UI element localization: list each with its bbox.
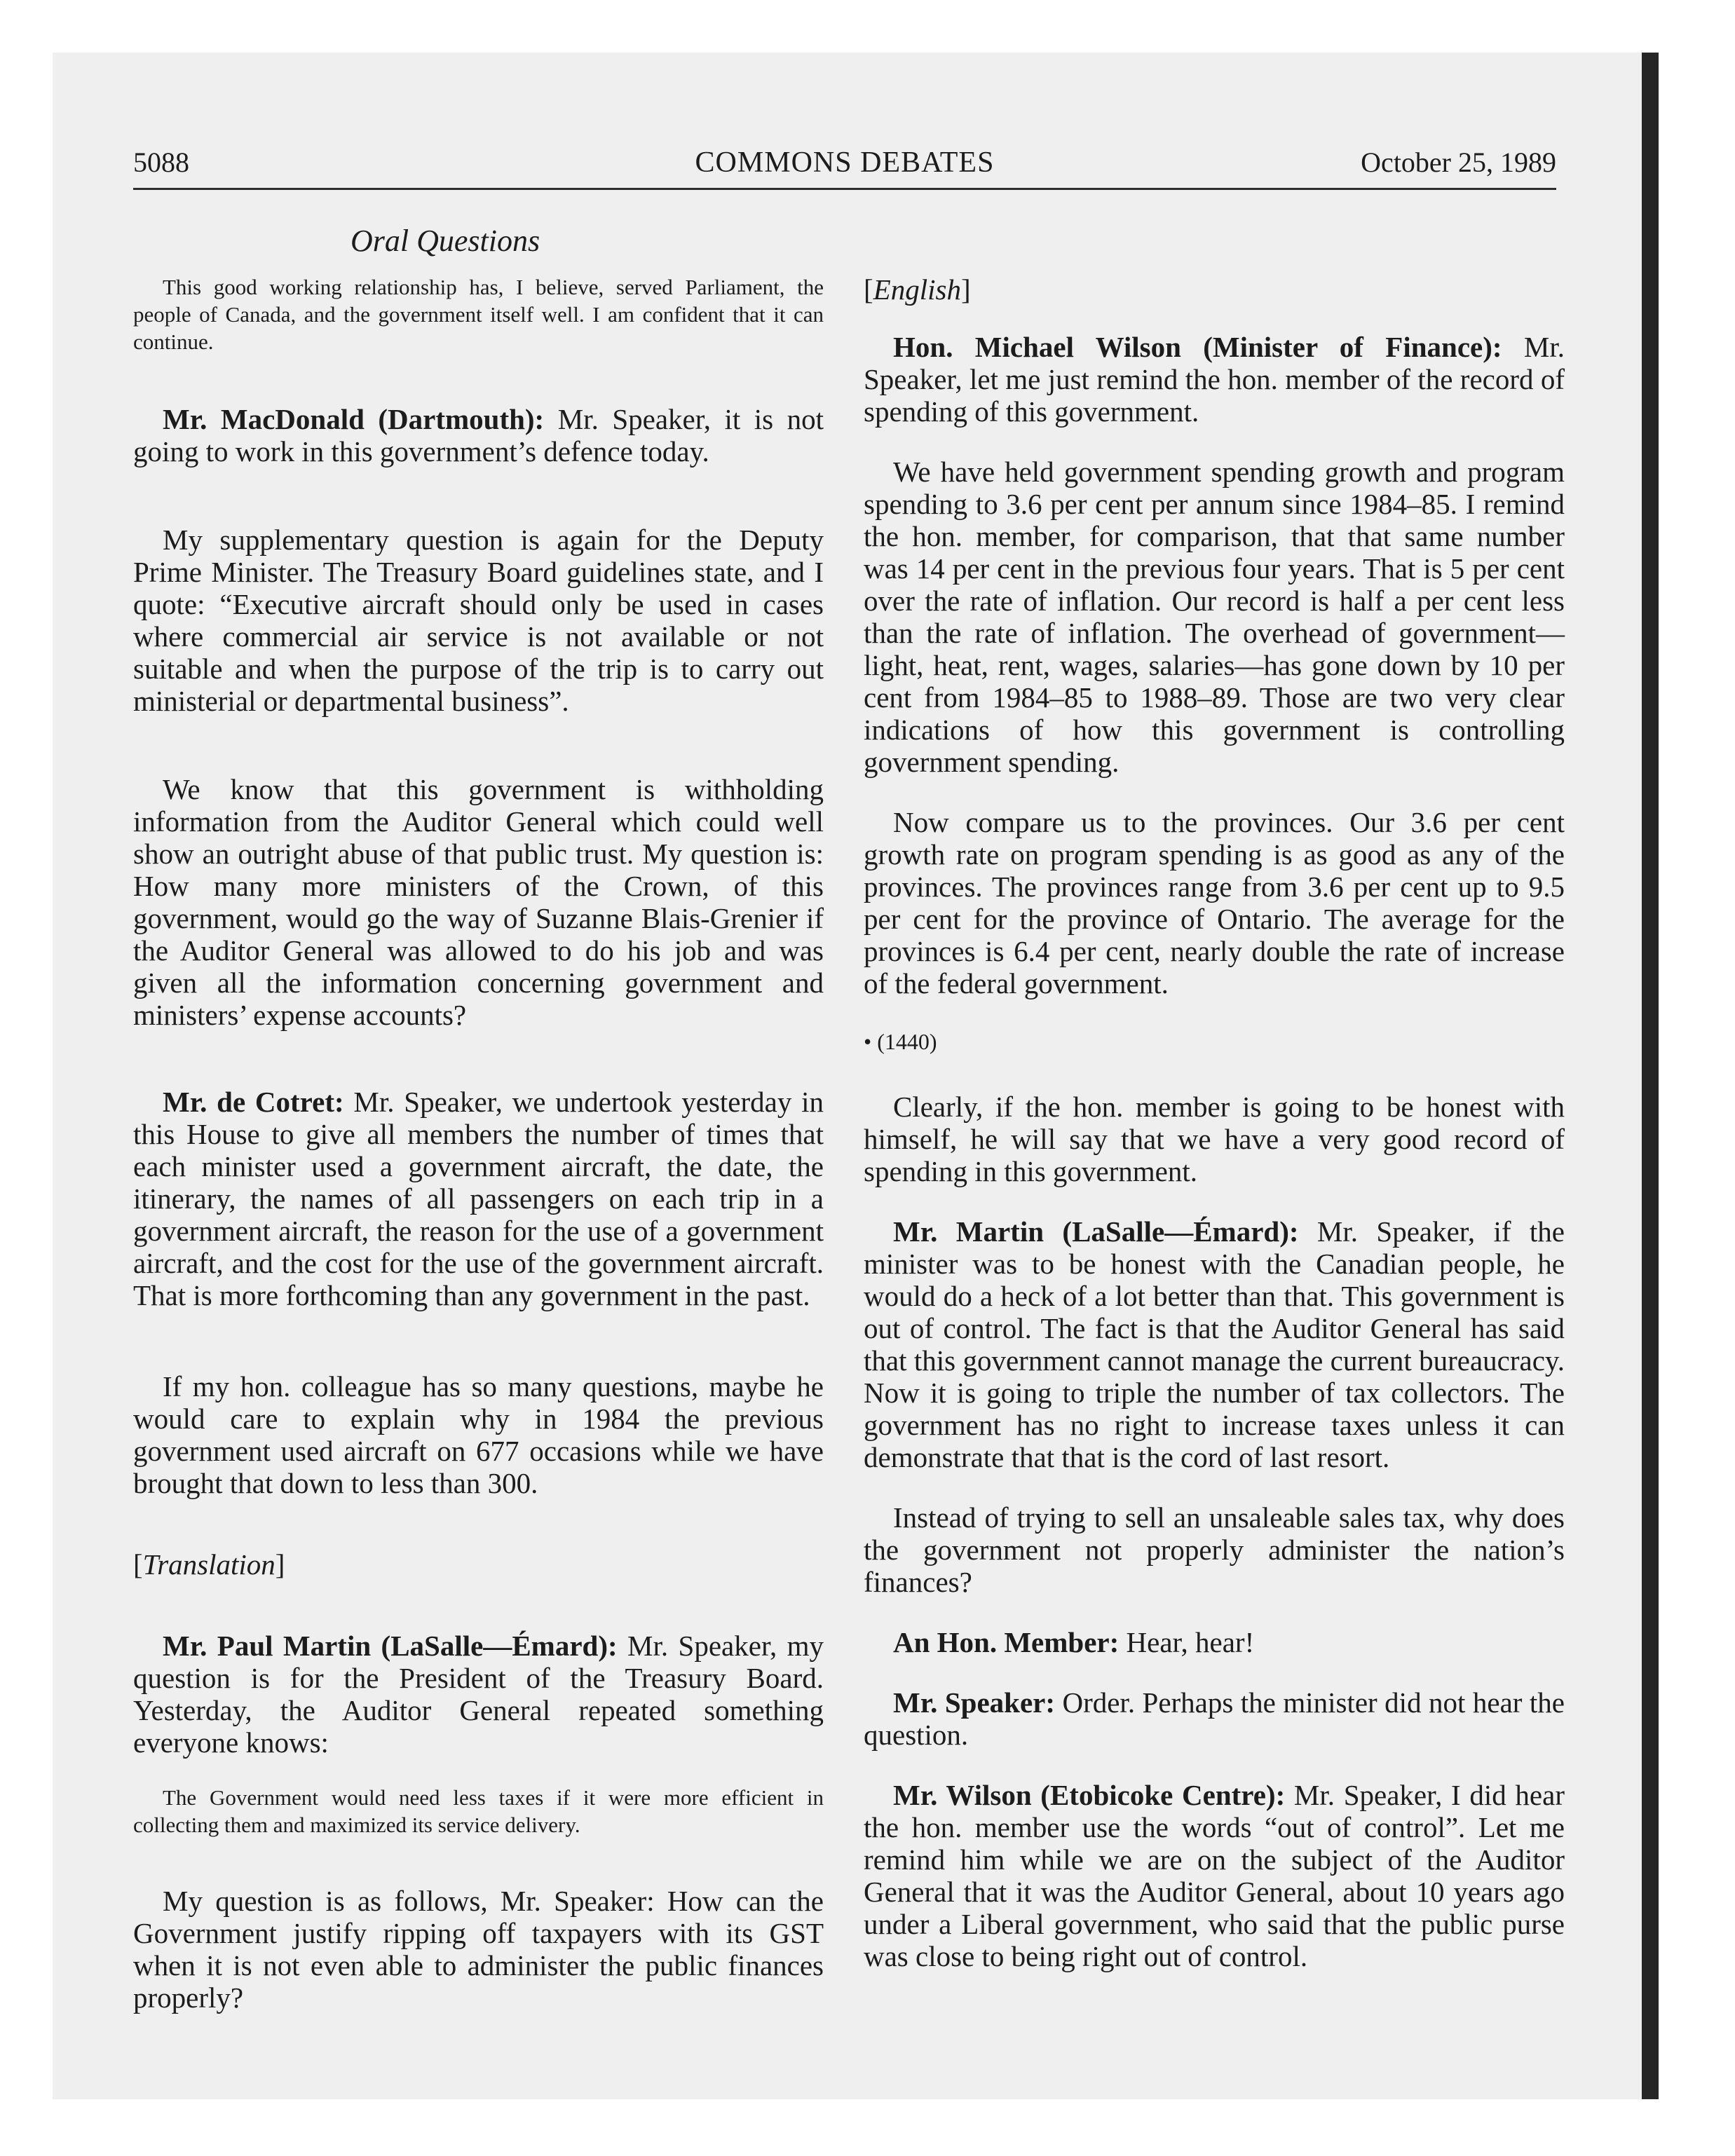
header-date: October 25, 1989 — [1361, 146, 1556, 178]
speech-paragraph — [864, 1215, 1565, 1473]
right-column — [864, 273, 1565, 1972]
time-marker: • (1440) — [864, 1029, 937, 1054]
language-marker: [English] — [864, 273, 971, 306]
quoted-passage: This good working relationship has, I believe, served Parliament, the people of Canada, and the government itself well. I am confident that it can continue. — [133, 275, 824, 354]
speaker-name: Mr. Paul Martin (LaSalle—Émard): — [163, 1630, 618, 1662]
language-marker: [Translation] — [133, 1548, 285, 1581]
speech-text: Mr. Speaker, I did hear the hon. member use the words “out of control”. Let me remind him while we are on the subject of the Auditor General that it was the Auditor General, about 10 years ago under a Liberal government, who said that the public purse was close to being right out of control. — [864, 1779, 1565, 1972]
speech-text: Mr. Speaker, it is not going to work in this government’s defence today. — [133, 403, 824, 468]
paragraph: My supplementary question is again for the Deputy Prime Minister. The Treasury Board guidelines state, and I quote: “Executive aircraft should only be used in cases where commercial air service is not available or not suitable and when the purpose of the trip is to carry out ministerial or departmental business”. — [133, 524, 824, 717]
paragraph: If my hon. colleague has so many questions, maybe he would care to explain why in 1984 the previous government used aircraft on 677 occasions while we have brought that down to less than 300. — [133, 1370, 824, 1499]
paragraph: We know that this government is withholding information from the Auditor General which could well show an outright abuse of that public trust. My question is: How many more ministers of the Crown, of this government, would go the way of Suzanne Blais-Grenier if the Auditor General was allowed to do his job and was given all the information concerning government and ministers’ expense accounts? — [133, 773, 824, 1031]
running-title: COMMONS DEBATES — [695, 146, 995, 179]
speaker-name: Mr. MacDonald (Dartmouth): — [163, 403, 545, 435]
page-header — [133, 146, 1556, 189]
speaker-name: An Hon. Member: — [893, 1626, 1120, 1658]
paragraph: Now compare us to the provinces. Our 3.6 per cent growth rate on program spending is as good as any of the provinces. The provinces range from 3.6 per cent up to 9.5 per cent for the province of Ontario. The average for the provinces is 6.4 per cent, nearly double the rate of increase of the federal government. — [864, 806, 1565, 999]
speech-text: Hear, hear! — [1119, 1626, 1255, 1658]
speech-text: Mr. Speaker, if the minister was to be honest with the Canadian people, he would do a heck of a lot better than that. This government is out of control. The fact is that the Auditor General has said that this government cannot manage the current bureaucracy. Now it is going to triple the number of tax collectors. The government has no right to increase taxes unless it can demonstrate that that is the cord of last resort. — [864, 1215, 1565, 1473]
page-number: 5088 — [133, 146, 189, 178]
speaker-name: Mr. Speaker: — [893, 1686, 1055, 1719]
speech-paragraph — [864, 1779, 1565, 1972]
speaker-name: Hon. Michael Wilson (Minister of Finance): — [893, 331, 1502, 363]
paragraph: Clearly, if the hon. member is going to be honest with himself, he will say that we have a very good record of spending in this government. — [864, 1091, 1565, 1187]
speech-text: Mr. Speaker, my question is for the President of the Treasury Board. Yesterday, the Auditor General repeated something everyone knows: — [133, 1630, 824, 1759]
quoted-passage: The Government would need less taxes if it were more efficient in collecting them and maximized its service delivery. — [133, 1785, 824, 1837]
header-rule — [133, 188, 1556, 190]
speaker-name: Mr. de Cotret: — [163, 1086, 344, 1118]
paragraph: My question is as follows, Mr. Speaker: How can the Government justify ripping off taxpayers with its GST when it is not even able to administer the public finances properly? — [133, 1885, 824, 2014]
speech-text: Mr. Speaker, let me just remind the hon. member of the record of spending of this government. — [864, 331, 1565, 428]
speech-paragraph — [133, 403, 824, 468]
speech-text: Order. Perhaps the minister did not hear the question. — [864, 1686, 1565, 1751]
speech-paragraph — [864, 1626, 1565, 1658]
speech-text: Mr. Speaker, we undertook yesterday in this House to give all members the number of times that each minister used a government aircraft, the date, the itinerary, the names of all passengers on each trip in a government aircraft, the reason for the use of a government aircraft, and the cost for the use of the government aircraft. That is more forthcoming than any government in the past. — [133, 1086, 824, 1311]
paragraph: Instead of trying to sell an unsaleable sales tax, why does the government not properly administer the nation’s finances? — [864, 1501, 1565, 1598]
language-marker-text: English — [873, 273, 961, 306]
speaker-name: Mr. Martin (LaSalle—Émard): — [893, 1215, 1299, 1248]
page-binding-edge — [1642, 53, 1659, 2099]
left-column — [133, 273, 824, 2014]
speech-paragraph — [133, 1086, 824, 1311]
section-label: Oral Questions — [351, 224, 540, 258]
paragraph: We have held government spending growth and program spending to 3.6 per cent per annum since 1984–85. I remind the hon. member, for comparison, that that same number was 14 per cent in the previous four years. That is 5 per cent over the rate of inflation. Our record is half a per cent less than the rate of inflation. The overhead of government—light, heat, rent, wages, salaries—has gone down by 10 per cent from 1984–85 to 1988–89. Those are two very clear indications of how this government is controlling government spending. — [864, 456, 1565, 778]
speech-paragraph — [864, 331, 1565, 428]
speech-paragraph — [133, 1630, 824, 1759]
speech-paragraph — [864, 1686, 1565, 1751]
language-marker-text: Translation — [142, 1548, 275, 1581]
speaker-name: Mr. Wilson (Etobicoke Centre): — [893, 1779, 1286, 1811]
